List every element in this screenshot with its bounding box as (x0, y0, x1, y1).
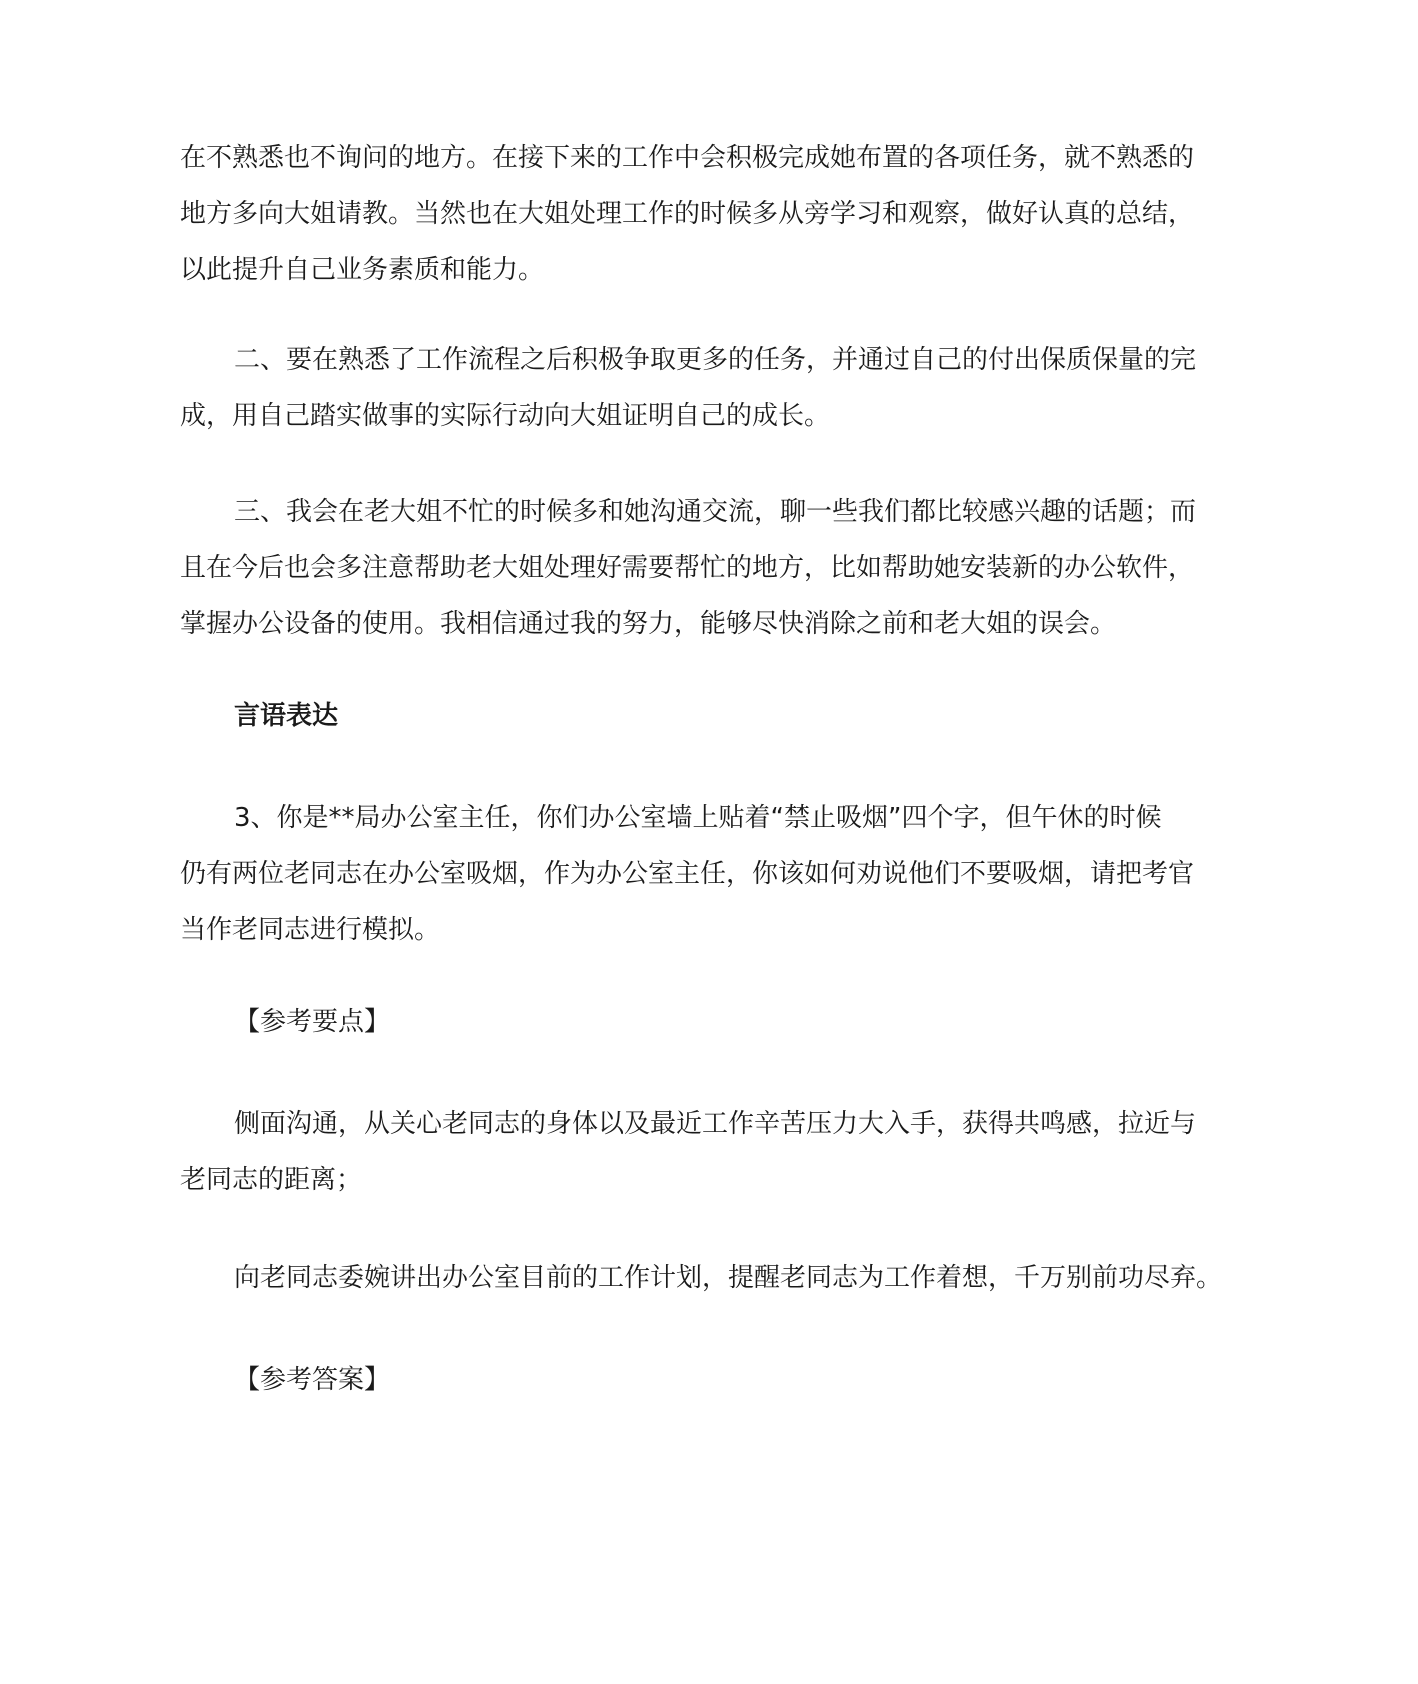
text-line: 3、你是**局办公室主任，你们办公室墙上贴着“禁止吸烟”四个字，但午休的时候 (234, 803, 1162, 833)
paragraph-point-two (180, 332, 1260, 444)
text-line: 侧面沟通，从关心老同志的身体以及最近工作辛苦压力大入手，获得共鸣感，拉近与 (234, 1109, 1197, 1139)
text-line: 成，用自己踏实做事的实际行动向大姐证明自己的成长。 (180, 401, 831, 431)
paragraph-continuation (180, 130, 1260, 298)
text-line: 【参考要点】 (234, 1007, 391, 1037)
text-line: 地方多向大姐请教。当然也在大姐处理工作的时候多从旁学习和观察，做好认真的总结， (180, 199, 1195, 229)
text-line: 掌握办公设备的使用。我相信通过我的努力，能够尽快消除之前和老大姐的误会。 (180, 609, 1117, 639)
text-line: 老同志的距离； (180, 1165, 363, 1195)
text-line: 二、要在熟悉了工作流程之后积极争取更多的任务，并通过自己的付出保质保量的完 (234, 345, 1197, 375)
text-line: 在不熟悉也不询问的地方。在接下来的工作中会积极完成她布置的各项任务，就不熟悉的 (180, 143, 1195, 173)
reference-points-heading (180, 994, 1260, 1050)
text-line: 且在今后也会多注意帮助老大姐处理好需要帮忙的地方，比如帮助她安装新的办公软件， (180, 553, 1195, 583)
text-line: 【参考答案】 (234, 1365, 391, 1395)
paragraph-point-three (180, 484, 1260, 652)
text-line: 向老同志委婉讲出办公室目前的工作计划，提醒老同志为工作着想，千万别前功尽弃。 (234, 1263, 1223, 1293)
text-line: 三、我会在老大姐不忙的时候多和她沟通交流，聊一些我们都比较感兴趣的话题；而 (234, 497, 1197, 527)
section-heading (180, 688, 1260, 744)
reference-answer-heading (180, 1352, 1260, 1408)
text-line: 以此提升自己业务素质和能力。 (180, 255, 545, 285)
paragraph-point-a (180, 1096, 1260, 1208)
text-line: 当作老同志进行模拟。 (180, 915, 441, 945)
heading-text: 言语表达 (234, 701, 339, 731)
paragraph-point-b (180, 1250, 1260, 1306)
paragraph-question (180, 790, 1260, 958)
text-line: 仍有两位老同志在办公室吸烟，作为办公室主任，你该如何劝说他们不要吸烟，请把考官 (180, 859, 1195, 889)
